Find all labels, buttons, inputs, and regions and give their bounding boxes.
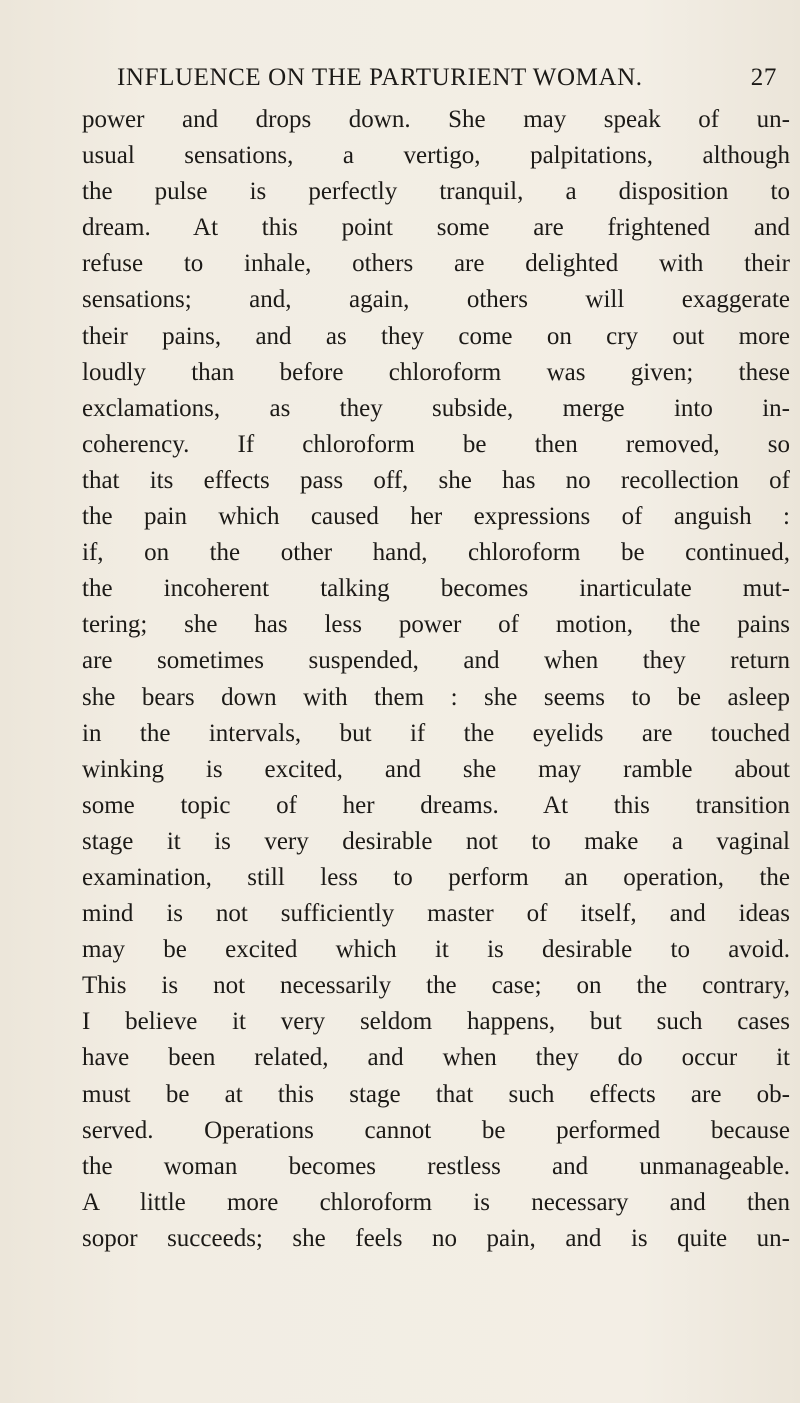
text-line: the incoherent talking becomes inarticulate mut- bbox=[82, 575, 790, 603]
text-line: refuse to inhale, others are delighted with their bbox=[82, 250, 790, 278]
running-title: INFLUENCE ON THE PARTURIENT WOMAN. bbox=[117, 64, 643, 91]
text-line: that its effects pass off, she has no recollection of bbox=[82, 466, 790, 494]
text-line: dream. At this point some are frightened and bbox=[82, 214, 790, 242]
running-head bbox=[117, 60, 789, 96]
body-text bbox=[82, 102, 790, 1257]
text-line: winking is excited, and she may ramble about bbox=[82, 755, 790, 783]
text-line: she bears down with them : she seems to be asleep bbox=[82, 683, 790, 711]
text-line: some topic of her dreams. At this transition bbox=[82, 791, 790, 819]
text-line: exclamations, as they subside, merge into in- bbox=[82, 394, 790, 422]
text-line: have been related, and when they do occur it bbox=[82, 1044, 790, 1072]
text-line: sensations; and, again, others will exaggerate bbox=[82, 286, 790, 314]
text-line: their pains, and as they come on cry out more bbox=[82, 322, 790, 350]
page-number: 27 bbox=[750, 64, 777, 91]
text-line: the woman becomes restless and unmanageable. bbox=[82, 1152, 790, 1180]
text-line: usual sensations, a vertigo, palpitations, although bbox=[82, 142, 790, 170]
text-line: coherency. If chloroform be then removed, so bbox=[82, 430, 790, 458]
text-line: This is not necessarily the case; on the contrary, bbox=[82, 972, 790, 1000]
text-line: the pulse is perfectly tranquil, a disposition to bbox=[82, 178, 790, 206]
text-line: power and drops down. She may speak of un- bbox=[82, 106, 790, 133]
text-line: in the intervals, but if the eyelids are touched bbox=[82, 719, 790, 747]
text-line: stage it is very desirable not to make a vaginal bbox=[82, 827, 790, 855]
text-line: sopor succeeds; she feels no pain, and is quite un- bbox=[82, 1224, 790, 1252]
text-line: A little more chloroform is necessary and then bbox=[82, 1188, 790, 1216]
text-line: tering; she has less power of motion, the pains bbox=[82, 611, 790, 639]
text-line: must be at this stage that such effects are ob- bbox=[82, 1080, 790, 1108]
text-line: the pain which caused her expressions of anguish : bbox=[82, 503, 790, 531]
text-line: if, on the other hand, chloroform be continued, bbox=[82, 539, 790, 567]
text-line: examination, still less to perform an operation, the bbox=[82, 863, 790, 891]
text-line: I believe it very seldom happens, but such cases bbox=[82, 1008, 790, 1036]
text-line: are sometimes suspended, and when they return bbox=[82, 647, 790, 675]
text-line: loudly than before chloroform was given; these bbox=[82, 358, 790, 386]
text-line: mind is not sufficiently master of itself, and ideas bbox=[82, 900, 790, 928]
text-line: served. Operations cannot be performed because bbox=[82, 1116, 790, 1144]
text-line: may be excited which it is desirable to avoid. bbox=[82, 936, 790, 964]
